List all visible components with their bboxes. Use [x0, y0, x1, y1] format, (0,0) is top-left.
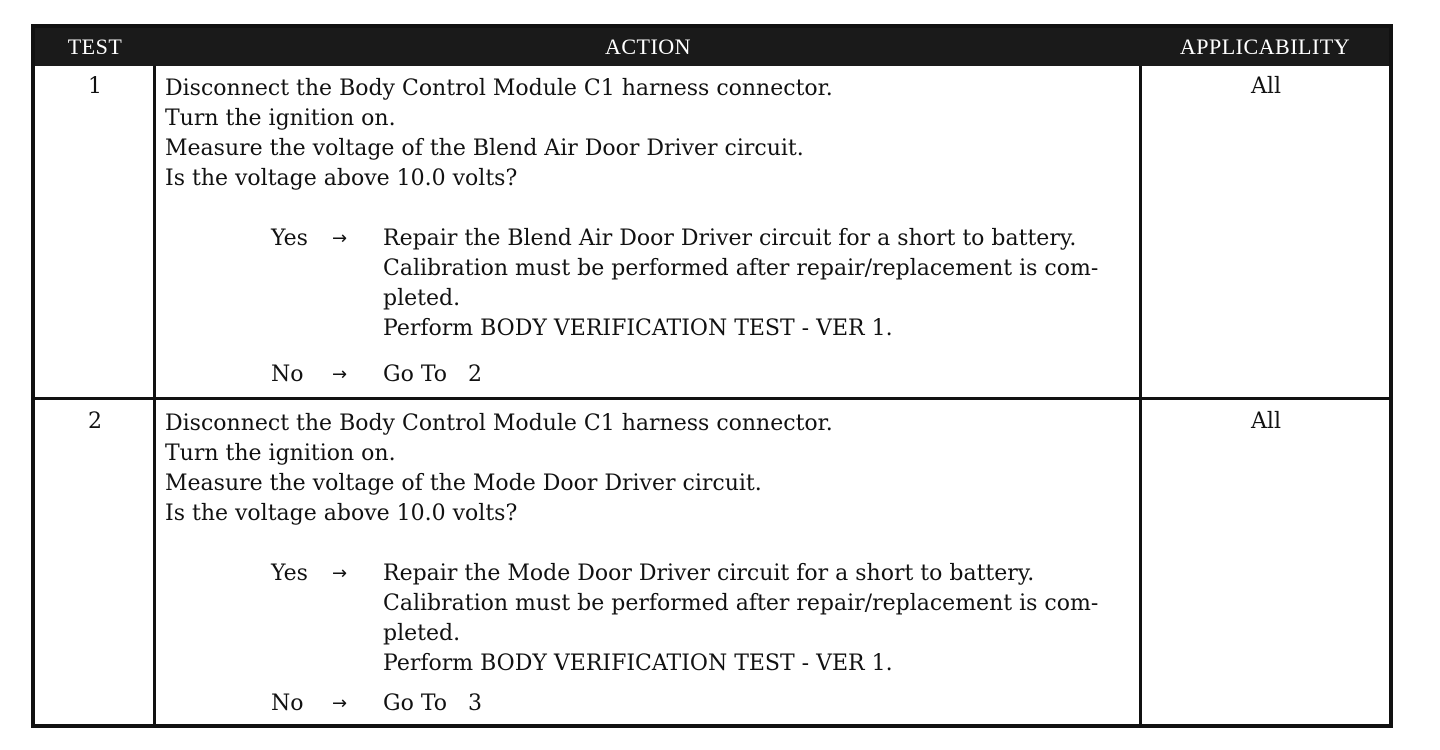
applicability-value: All	[1251, 409, 1281, 434]
action-step: Disconnect the Body Control Module C1 harness connector.	[165, 76, 833, 101]
yes-result-line: Perform BODY VERIFICATION TEST - VER 1.	[383, 316, 893, 341]
yes-result-line: Repair the Blend Air Door Driver circuit for a short to battery.	[383, 226, 1077, 251]
no-label: No	[271, 691, 304, 716]
no-label: No	[271, 362, 304, 387]
yes-result-line: Calibration must be performed after repair/replacement is com-	[383, 256, 1099, 281]
yes-result	[383, 224, 1135, 344]
action-step: Is the voltage above 10.0 volts?	[165, 166, 518, 191]
test-number: 2	[88, 409, 102, 434]
test-number: 1	[88, 74, 102, 99]
table-row	[35, 401, 1389, 724]
table-header	[35, 28, 1389, 66]
right-arrow-icon: →	[332, 693, 348, 714]
action-step: Measure the voltage of the Blend Air Door Driver circuit.	[165, 136, 804, 161]
yes-label: Yes	[271, 226, 308, 251]
yes-result	[383, 559, 1135, 679]
yes-result-line: pleted.	[383, 286, 461, 311]
action-step: Turn the ignition on.	[165, 441, 396, 466]
yes-result-line: Perform BODY VERIFICATION TEST - VER 1.	[383, 651, 893, 676]
yes-result-line: pleted.	[383, 621, 461, 646]
yes-result-line: Repair the Mode Door Driver circuit for a short to battery.	[383, 561, 1035, 586]
action-step: Is the voltage above 10.0 volts?	[165, 501, 518, 526]
action-steps	[165, 409, 833, 529]
action-step: Turn the ignition on.	[165, 106, 396, 131]
action-step: Measure the voltage of the Mode Door Driver circuit.	[165, 471, 762, 496]
header-action: ACTION	[604, 34, 692, 59]
header-test: TEST	[67, 34, 123, 59]
action-steps	[165, 74, 833, 194]
diagnostic-test-table	[31, 24, 1393, 728]
right-arrow-icon: →	[332, 364, 348, 385]
applicability-value: All	[1251, 74, 1281, 99]
table-row	[35, 66, 1389, 398]
right-arrow-icon: →	[332, 228, 348, 249]
no-result: Go To 3	[383, 691, 482, 716]
no-result: Go To 2	[383, 362, 482, 387]
header-applicability: APPLICABILITY	[1179, 34, 1351, 59]
right-arrow-icon: →	[332, 563, 348, 584]
yes-result-line: Calibration must be performed after repair/replacement is com-	[383, 591, 1099, 616]
action-step: Disconnect the Body Control Module C1 harness connector.	[165, 411, 833, 436]
yes-label: Yes	[271, 561, 308, 586]
